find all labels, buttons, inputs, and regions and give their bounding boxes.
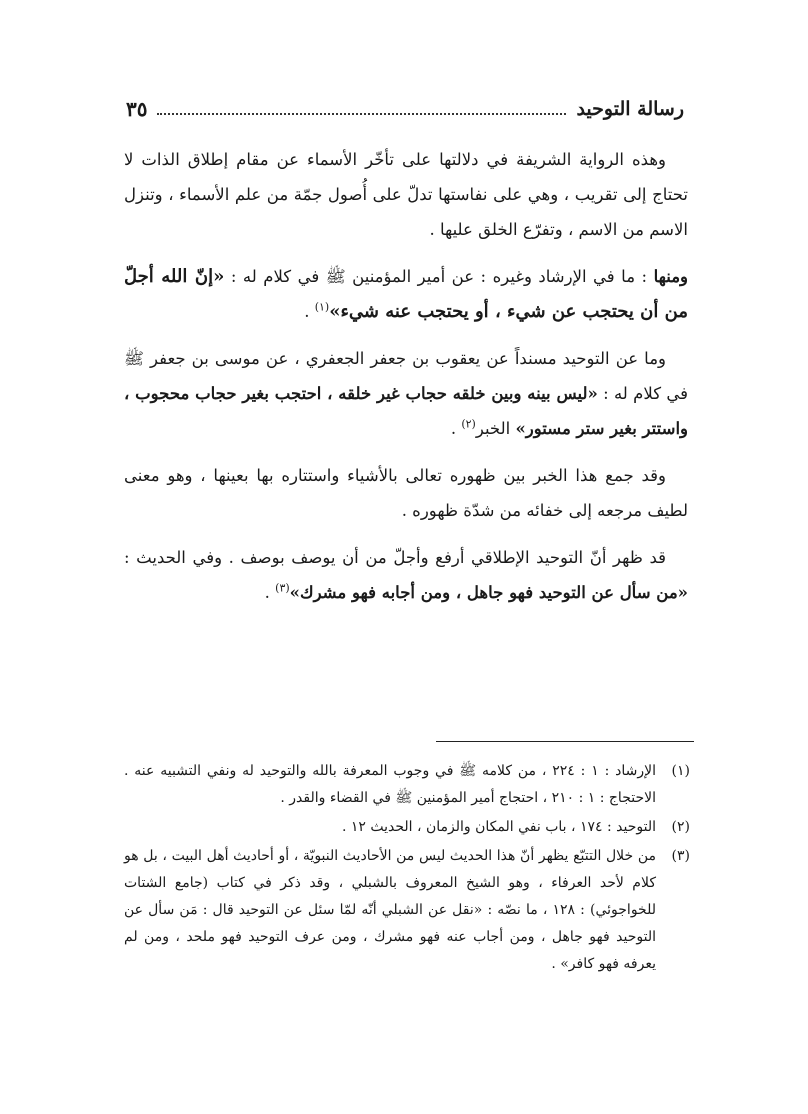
footnote-number: (٢) bbox=[671, 819, 690, 835]
page-number: ٣٥ bbox=[126, 97, 148, 121]
paragraph-2-text: : ما في الإرشاد وغيره : عن أمير المؤمنين ﷺ في كلام له : bbox=[224, 267, 654, 286]
main-text bbox=[124, 142, 688, 622]
paragraph-3-tail: الخبر bbox=[475, 419, 516, 438]
footnote-ref-1: (١) bbox=[314, 300, 330, 314]
footnote-ref-3: (٣) bbox=[275, 581, 290, 595]
paragraph-5-text: قد ظهر أنّ التوحيد الإطلاقي أرفع وأجلّ من أن يوصف بوصف . وفي الحديث : bbox=[124, 548, 666, 567]
paragraph-3-text: وما عن التوحيد مسنداً عن يعقوب بن جعفر الجعفري ، عن موسى بن جعفر ﷺ في كلام له : bbox=[124, 349, 688, 403]
footnotes bbox=[124, 758, 690, 980]
footnote-3 bbox=[124, 843, 690, 978]
footnote-text: الإرشاد : ١ : ٢٢٤ ، من كلامه ﷺ في وجوب المعرفة بالله والتوحيد له ونفي التشبيه عنه . الاحتجاج : ١ : ٢١٠ ، احتجاج أمير المؤمنين ﷺ في القضاء والقدر . bbox=[124, 763, 657, 806]
paragraph-3: وما عن التوحيد مسنداً عن يعقوب بن جعفر الجعفري ، عن موسى بن جعفر ﷺ في كلام له : «ليس بينه وبين خلقه حجاب غير خلقه ، احتجب بغير حجاب محجوب ، واستتر بغير ستر مستور» الخبر$^{(٢)}$ . bbox=[124, 349, 688, 438]
running-header bbox=[126, 94, 684, 124]
dotted-leader bbox=[157, 113, 566, 115]
footnote-separator bbox=[436, 741, 694, 742]
paragraph-4: وقد جمع هذا الخبر بين ظهوره تعالى بالأشياء واستتاره بها بعينها ، وهو معنى لطيف مرجعه إلى خفائه من شدّة ظهوره . bbox=[124, 466, 688, 520]
quote-2: «ليس بينه وبين خلقه حجاب غير خلقه ، احتجب بغير حجاب محجوب ، واستتر بغير ستر مستور» bbox=[124, 384, 688, 438]
footnote-text: من خلال التتبّع يظهر أنّ هذا الحديث ليس من الأحاديث النبويّة ، أو أحاديث أهل البيت ، بل هو كلام لأحد العرفاء ، وهو الشيخ المعروف بالشبلي ، وقد ذكر في كتاب (جامع الشتات للخواجوئي) : ١٢٨ ، ما نصّه : «نقل عن الشبلي أنّه لمّا سئل عن التوحيد قال : مَن سأل عن التوحيد فهو جاهل ، ومن أجاب عنه فهو مشرك ، ومن عرف التوحيد فهو ملحد ، ومن لم يعرفه فهو كافر» . bbox=[124, 848, 656, 972]
paragraph-2-lead: ومنها bbox=[653, 267, 688, 286]
paragraph-5: قد ظهر أنّ التوحيد الإطلاقي أرفع وأجلّ من أن يوصف بوصف . وفي الحديث : «من سأل عن التوحيد فهو جاهل ، ومن أجابه فهو مشرك»$^{(٣)}$ . bbox=[124, 548, 688, 602]
footnote-text: التوحيد : ١٧٤ ، باب نفي المكان والزمان ، الحديث ١٢ . bbox=[341, 819, 656, 835]
footnote-number: (١) bbox=[671, 763, 690, 779]
footnote-2 bbox=[124, 814, 690, 841]
paragraph-1: وهذه الرواية الشريفة في دلالتها على تأخّر الأسماء عن مقام إطلاق الذات لا تحتاج إلى تقريب ، وهي على نفاستها تدلّ على أُصول جمّة من علم الأسماء ، وتنزل الاسم من الاسم ، وتفرّع الخلق عليها . bbox=[124, 150, 688, 239]
footnote-number: (٣) bbox=[671, 848, 690, 864]
footnote-1 bbox=[124, 758, 690, 812]
quote-1: «إنّ الله أجلّ من أن يحتجب عن شيء ، أو يحتجب عنه شيء» bbox=[124, 266, 688, 322]
footnote-ref-2: (٢) bbox=[461, 417, 476, 431]
quote-3: «من سأل عن التوحيد فهو جاهل ، ومن أجابه فهو مشرك» bbox=[289, 583, 688, 602]
running-title: رسالة التوحيد bbox=[576, 98, 684, 120]
paragraph-2: ومنها : ما في الإرشاد وغيره : عن أمير المؤمنين ﷺ في كلام له : «إنّ الله أجلّ من أن يحتجب عن شيء ، أو يحتجب عنه شيء»$^{(١)}$ . bbox=[124, 266, 688, 322]
